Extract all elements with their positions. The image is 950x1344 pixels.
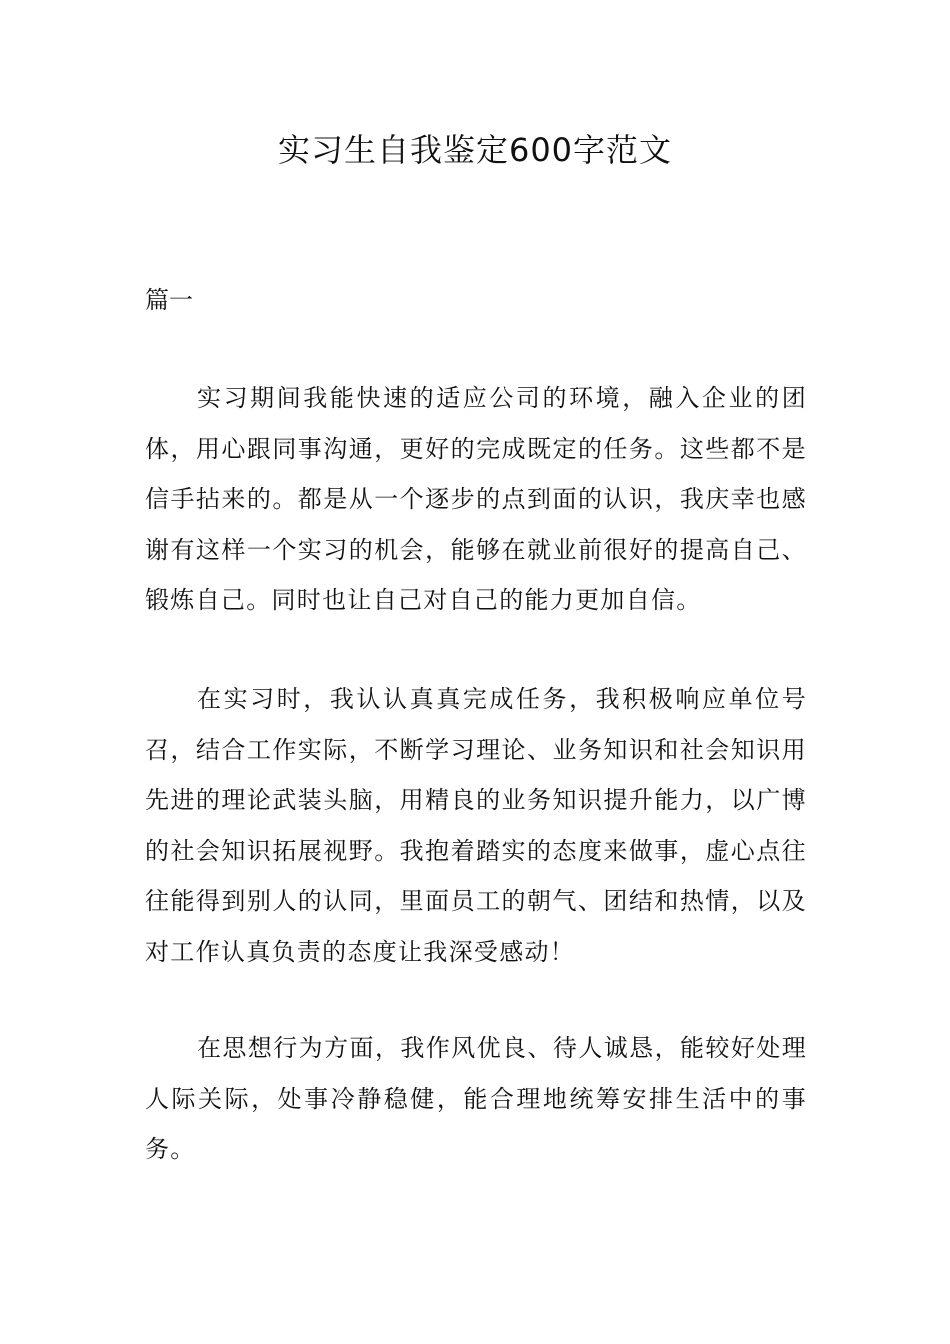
paragraph-1: 实习期间我能快速的适应公司的环境，融入企业的团体，用心跟同事沟通，更好的完成既定的任务。这些都不是信手拈来的。都是从一个逐步的点到面的认识，我庆幸也感谢有这样一个实习的机会，能够在就业前很好的提高自己、锻炼自己。同时也让自己对自己的能力更加自信。 (145, 384, 807, 614)
paragraph-3: 在思想行为方面，我作风优良、待人诚恳，能较好处理人际关际，处事冷静稳健，能合理地统筹安排生活中的事务。 (145, 1034, 807, 1163)
paragraph-2: 在实习时，我认认真真完成任务，我积极响应单位号召，结合工作实际，不断学习理论、业务知识和社会知识用先进的理论武装头脑，用精良的业务知识提升能力，以广博的社会知识拓展视野。我抱着踏实的态度来做事，虚心点往往能得到别人的认同，里面员工的朝气、团结和热情，以及对工作认真负责的态度让我深受感动！ (145, 685, 807, 966)
section-heading: 篇一 (145, 286, 193, 314)
document-title: 实习生自我鉴定600字范文 (277, 131, 673, 169)
